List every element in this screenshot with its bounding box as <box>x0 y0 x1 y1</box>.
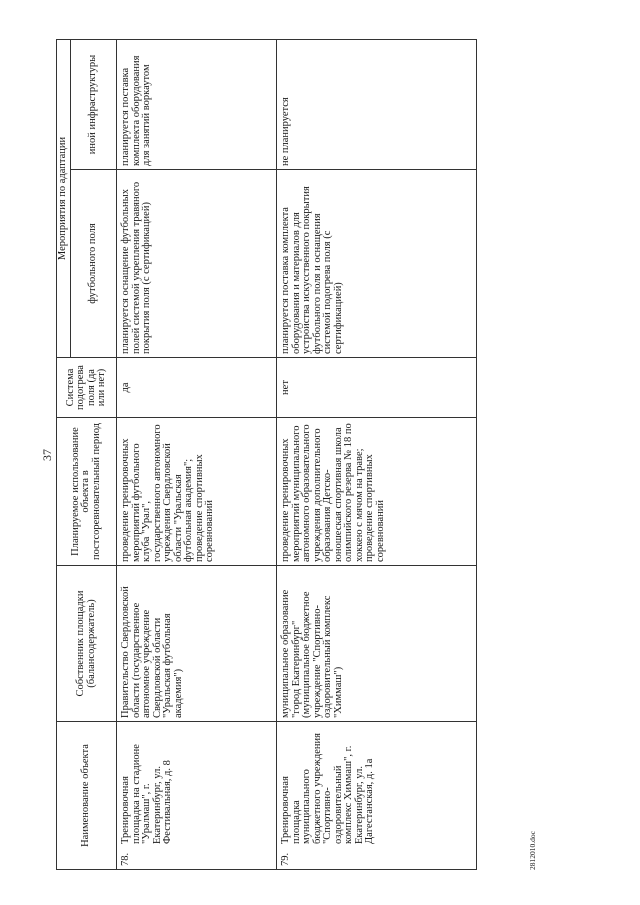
cell-planned-use: проведение тренировочных мероприятий муниципального автономного образовательного учреждения дополнительного образования Детско-юношеская спортивная школа олимпийского резерва № 18 по хоккею с мячом на траве; проведение спортивных соревнований <box>277 418 477 566</box>
cell-name <box>117 722 277 870</box>
stadium-table <box>56 39 477 870</box>
page-number: 37 <box>40 449 54 461</box>
header-planned-use: Планируемое использование объекта в постсоревновательный период <box>57 418 117 566</box>
header-heating: Система подогрева поля (да или нет) <box>57 358 117 418</box>
rotated-page-content <box>40 40 560 870</box>
header-adaptation: Мероприятия по адаптации <box>57 40 71 358</box>
header-other-infra: иной инфраструктуры <box>71 40 117 170</box>
cell-name <box>277 722 477 870</box>
header-football-field: футбольного поля <box>71 170 117 358</box>
object-name: Тренировочная площадка муниципального бюджетного учреждения "Спортивно-оздоровительный комплекс Химмаш", г. Екатеринбург, ул. Дагестанская, д. 1а <box>280 733 375 844</box>
header-owner: Собственник площадки (балансодержатель) <box>57 566 117 722</box>
cell-owner: муниципальное образование "город Екатеринбург" (муниципальное бюджетное учреждение "Спортивно-оздоровительный комплекс "Химмаш") <box>277 566 477 722</box>
cell-football-field: планируется оснащение футбольных полей системой укрепления травяного покрытия поля (с сертификацией) <box>117 170 277 358</box>
cell-heating: нет <box>277 358 477 418</box>
cell-other-infra: не планируется <box>277 40 477 170</box>
cell-heating: да <box>117 358 277 418</box>
cell-owner: Правительство Свердловской области (государственное автономное учреждение Свердловской области "Уральская футбольная академия") <box>117 566 277 722</box>
row-number: 78. <box>120 852 131 866</box>
cell-other-infra: планируется поставка комплекта оборудования для занятий воркаутом <box>117 40 277 170</box>
row-number: 79. <box>280 852 291 866</box>
footer-file-code: 2812010.doc <box>528 831 537 870</box>
table-row <box>277 40 477 870</box>
table-row <box>117 40 277 870</box>
object-name: Тренировочная площадка на стадионе "Уралмаш", г. Екатеринбург, ул. Фестивальная, д. 8 <box>120 744 173 844</box>
header-name: Наименование объекта <box>57 722 117 870</box>
cell-planned-use: проведение тренировочных мероприятий футбольного клуба "Урал", государственного автономного учреждения Свердловской области "Уральская футбольная академия"; проведение спортивных соревнований <box>117 418 277 566</box>
cell-football-field: планируется поставка комплекта оборудования и материалов для устройства искусственного покрытия футбольного поля и оснащения системой подогрева поля (с сертификацией) <box>277 170 477 358</box>
